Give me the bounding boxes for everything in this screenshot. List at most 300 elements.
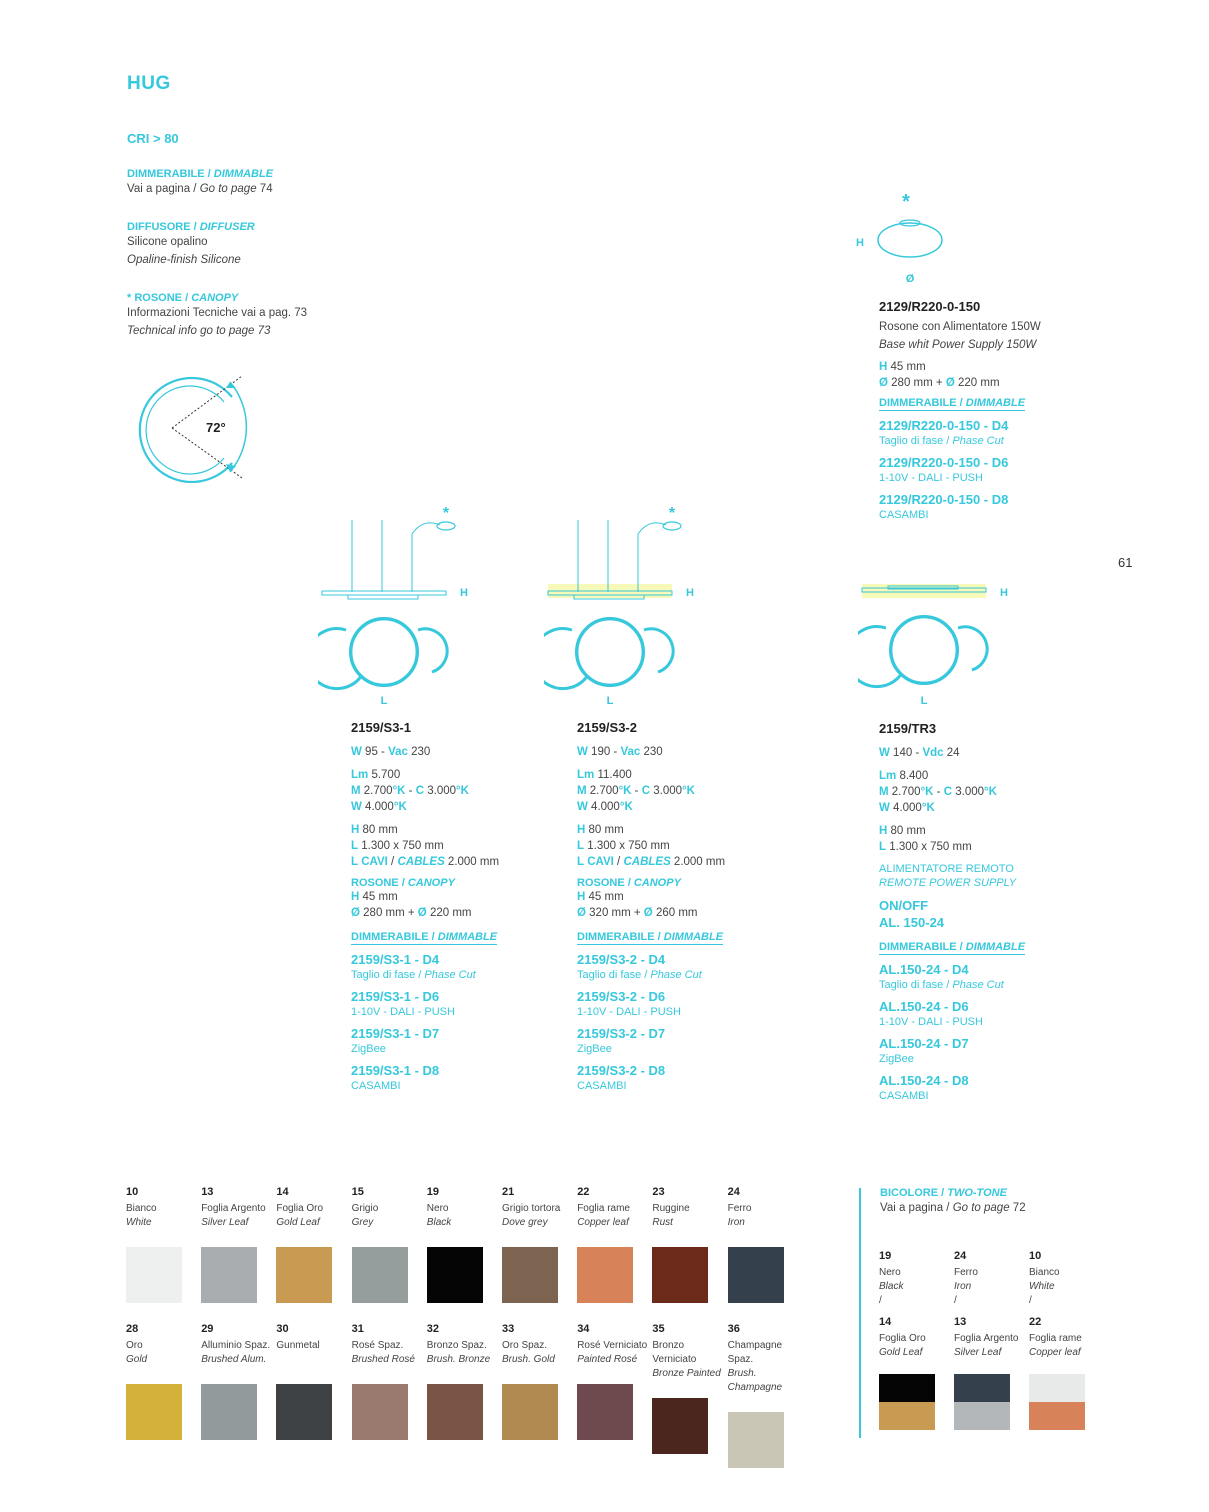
variant-item[interactable]: [351, 1025, 551, 1056]
goto-en: Go to page: [952, 1202, 1010, 1214]
finish-number: 14: [276, 1186, 289, 1198]
finish-name-en: Bronze Painted: [652, 1368, 721, 1379]
finish-color-swatch[interactable]: [652, 1398, 708, 1454]
spec-row: [351, 889, 551, 905]
variant-item[interactable]: [879, 1035, 1099, 1066]
finish-name-it: Bianco: [1029, 1267, 1060, 1278]
finish-name-en: White: [1029, 1281, 1055, 1292]
spec-key: Ø: [643, 907, 653, 919]
spec-row: [879, 768, 1099, 784]
finish-name-it: Grigio tortora: [502, 1203, 561, 1214]
variant-code[interactable]: 2159/S3-2 - D6: [577, 989, 666, 1004]
spec-value: 2.700: [360, 785, 393, 797]
spec-key: °K: [456, 785, 469, 797]
spec-value: 140 -: [889, 747, 923, 759]
dimension-h-label: H: [1000, 587, 1008, 599]
product-code: 2129/R220-0-150: [879, 299, 981, 314]
finish-number: 32: [426, 1323, 440, 1335]
canopy-desc-it: Rosone con Alimentatore 150W: [879, 321, 1041, 333]
variant-code[interactable]: AL.150-24 - D7: [879, 1036, 969, 1051]
variant-item[interactable]: [879, 454, 1119, 485]
spec-value: -: [933, 786, 944, 798]
variant-item[interactable]: [351, 951, 551, 982]
variant-code[interactable]: 2159/S3-2 - D4: [577, 952, 666, 967]
variant-protocol: Taglio di fase / Phase Cut: [577, 969, 702, 981]
spec-row: [879, 839, 1099, 855]
spec-key: W: [577, 746, 588, 758]
spacer: [879, 890, 1099, 897]
finish-color-swatch[interactable]: [652, 1247, 708, 1303]
finish-name-it: Gunmetal: [276, 1340, 320, 1351]
diffuser-text-it: Silicone opalino: [127, 236, 208, 248]
spec-value: 1.300 x 750 mm: [358, 840, 444, 852]
variant-code[interactable]: AL.150-24 - D8: [879, 1073, 969, 1088]
finish-swatch[interactable]: [352, 1186, 426, 1303]
finish-color-swatch[interactable]: [352, 1384, 408, 1440]
finish-number: 10: [126, 1186, 139, 1198]
finish-swatch[interactable]: [577, 1186, 651, 1303]
spec-key: W: [577, 801, 588, 813]
dimmable-label-en: DIMMABLE: [213, 168, 274, 180]
variant-code[interactable]: 2129/R220-0-150 - D8: [879, 492, 1009, 507]
page-title: HUG: [127, 73, 171, 94]
finish-swatch[interactable]: [201, 1323, 275, 1440]
variant-code[interactable]: 2129/R220-0-150 - D4: [879, 418, 1009, 433]
variant-protocol: ZigBee: [879, 1053, 914, 1065]
finish-name-en: Gold Leaf: [879, 1347, 923, 1358]
spec-value: 4.000: [361, 801, 394, 813]
finish-swatch[interactable]: [427, 1186, 501, 1303]
remote-supply-en: REMOTE POWER SUPPLY: [879, 877, 1017, 889]
finish-number: 13: [954, 1316, 967, 1328]
finish-swatch[interactable]: [652, 1323, 726, 1454]
spec-key: Lm: [879, 770, 897, 782]
spec-row: [577, 854, 777, 870]
spec-row: [577, 767, 777, 783]
finish-number: 19: [426, 1186, 440, 1198]
spec-value: 80 mm: [887, 825, 926, 837]
spec-value: 95 -: [361, 746, 389, 758]
twotone-color-swatch[interactable]: [879, 1374, 935, 1430]
goto-it: Vai a pagina: [127, 183, 191, 195]
variant-protocol: 1-10V - DALI - PUSH: [879, 1016, 983, 1028]
spec-row: [577, 838, 777, 854]
angle-label: 72°: [206, 420, 226, 435]
variant-item[interactable]: [577, 988, 777, 1019]
finish-name-en: Copper leaf: [1029, 1347, 1081, 1358]
spec-row: [577, 799, 777, 815]
spec-key: H: [577, 891, 586, 903]
asterisk-icon: *: [127, 292, 132, 304]
variant-list: [879, 417, 1119, 522]
canopy-text-en: Technical info go to page: [127, 325, 255, 337]
variant-item[interactable]: [351, 988, 551, 1019]
spec-value: 11.400: [594, 769, 632, 781]
finish-name-it: Ferro: [727, 1203, 752, 1214]
spec-key: Ø: [945, 377, 955, 389]
finish-color-swatch[interactable]: [502, 1247, 558, 1303]
twotone-color-swatch[interactable]: [1029, 1374, 1085, 1430]
variant-protocol-en: Phase Cut: [424, 969, 476, 981]
spec-value: 220 mm: [957, 377, 1000, 389]
spec-key: H: [879, 825, 888, 837]
rotation-angle-diagram: [120, 368, 255, 483]
product-specs-tr3: [879, 721, 1099, 1103]
spec-row: [351, 854, 551, 870]
finish-swatch[interactable]: [728, 1186, 802, 1303]
canopy-drawing: [848, 190, 958, 290]
finish-swatch[interactable]: [502, 1186, 576, 1303]
spec-value: 1.300 x 750 mm: [584, 840, 670, 852]
finish-number: 31: [351, 1323, 364, 1335]
finish-color-swatch[interactable]: [126, 1384, 182, 1440]
dimmable-label-en: DIMMABLE: [965, 397, 1026, 409]
dimension-l-label: L: [606, 695, 614, 707]
spec-value: 2.700: [586, 785, 619, 797]
spec-key: CAVI: [361, 856, 388, 868]
finish-swatch[interactable]: [427, 1323, 501, 1440]
spec-key: CABLES: [397, 856, 445, 868]
spec-key: Ø: [417, 907, 427, 919]
dimmable-info: DIMMERABILE / DIMMABLE Vai a pagina / Go to page 74: [127, 168, 274, 195]
variant-protocol-en: Phase Cut: [952, 435, 1004, 447]
finish-number: 24: [727, 1186, 740, 1198]
spec-row: [879, 784, 1099, 800]
spec-row: [577, 889, 777, 905]
spec-key: °K: [921, 802, 935, 814]
spec-row: [351, 838, 551, 854]
spec-row: [879, 823, 1099, 839]
twotone-item[interactable]: [879, 1250, 953, 1430]
variant-protocol: CASAMBI: [577, 1080, 627, 1092]
variant-code[interactable]: AL.150-24 - D6: [879, 999, 969, 1014]
finish-name-en: Iron: [954, 1281, 972, 1292]
spec-key: C: [641, 785, 651, 797]
spacer: [351, 760, 551, 767]
dimmable-label: DIMMERABILE / DIMMABLE: [879, 941, 1026, 953]
spacer: [577, 760, 777, 767]
finish-name-it: Nero: [879, 1267, 901, 1278]
product-drawing-s3-2: [544, 500, 704, 710]
variant-protocol: CASAMBI: [879, 1090, 929, 1102]
variant-protocol: Taglio di fase / Phase Cut: [351, 969, 476, 981]
spec-key: Lm: [577, 769, 595, 781]
variant-code[interactable]: 2159/S3-2 - D8: [577, 1063, 666, 1078]
variant-item[interactable]: [577, 951, 777, 982]
finish-number: 13: [201, 1186, 214, 1198]
canopy-desc-en: Base whit Power Supply 150W: [879, 339, 1037, 351]
twotone-color-swatch[interactable]: [954, 1374, 1010, 1430]
finish-color-swatch[interactable]: [577, 1384, 633, 1440]
asterisk-icon: *: [668, 505, 676, 522]
finish-name-en: White: [126, 1217, 152, 1228]
spec-value: 3.000: [650, 785, 683, 797]
finish-number: 21: [502, 1186, 515, 1198]
spec-value: 230: [407, 746, 431, 758]
finish-name-it: Bronzo Verniciato: [652, 1340, 697, 1365]
diffuser-text-en: Opaline-finish Silicone: [127, 254, 241, 266]
spec-key: M: [351, 785, 361, 797]
goto-it: Vai a pagina: [880, 1202, 944, 1214]
finish-name-it: Alluminio Spaz.: [201, 1340, 271, 1351]
spec-key: Ø: [351, 907, 360, 919]
finish-name-it: Ruggine: [652, 1203, 690, 1214]
spec-key: Vdc: [922, 747, 944, 759]
slash: /: [1029, 1295, 1032, 1306]
spacer: [351, 815, 551, 822]
dimension-h-label: H: [460, 587, 468, 599]
variant-protocol-en: Phase Cut: [650, 969, 702, 981]
spec-row: [577, 822, 777, 838]
remote-supply-it: ALIMENTATORE REMOTO: [879, 863, 1014, 875]
variant-code[interactable]: 2159/S3-1 - D8: [351, 1063, 440, 1078]
finish-name-en: Copper leaf: [577, 1217, 629, 1228]
finish-name-it: Oro: [126, 1340, 143, 1351]
spec-value: 220 mm: [426, 907, 472, 919]
finish-number: 30: [276, 1323, 289, 1335]
spec-value: 1.300 x 750 mm: [886, 841, 972, 853]
spec-value: 3.000: [424, 785, 457, 797]
spec-value: 8.400: [896, 770, 929, 782]
finish-name-en: Black: [879, 1281, 904, 1292]
cri-label: CRI > 80: [127, 131, 179, 146]
finish-swatch[interactable]: [502, 1323, 576, 1440]
finish-name-en: Brush. Gold: [502, 1354, 555, 1365]
finish-swatch[interactable]: [652, 1186, 726, 1303]
finish-name-en: Brush. Bronze: [426, 1354, 491, 1365]
spec-value: 2.000 mm: [444, 856, 500, 868]
finish-name-it: Foglia Argento: [201, 1203, 266, 1214]
spec-value: 45 mm: [890, 361, 926, 373]
twotone-item[interactable]: [954, 1250, 1028, 1430]
spec-key: °K: [619, 801, 633, 813]
spec-value: 5.700: [368, 769, 401, 781]
finish-name-en: Brushed Rosé: [351, 1354, 415, 1365]
finish-color-swatch[interactable]: [201, 1247, 257, 1303]
finish-color-swatch[interactable]: [728, 1247, 784, 1303]
finish-number: 24: [954, 1250, 967, 1262]
page-number: 61: [1118, 555, 1133, 570]
canopy-page-link-en[interactable]: 73: [257, 325, 271, 337]
finish-color-swatch[interactable]: [577, 1247, 633, 1303]
finish-number: 29: [201, 1323, 214, 1335]
asterisk-icon: *: [442, 505, 450, 522]
spec-value: 320 mm +: [585, 907, 644, 919]
spec-key: L: [351, 840, 359, 852]
finish-name-en: Gold: [126, 1354, 148, 1365]
product-code: 2159/S3-1: [351, 720, 411, 735]
spec-key: W: [879, 802, 890, 814]
finish-name-en: Brush. Champagne: [727, 1368, 783, 1393]
finish-color-swatch[interactable]: [276, 1384, 332, 1440]
spec-key: M: [577, 785, 587, 797]
variant-item[interactable]: [577, 1062, 777, 1093]
finish-number: 28: [126, 1323, 139, 1335]
finish-name-en: Rust: [652, 1217, 673, 1228]
finish-name-it: Rosé Spaz.: [351, 1340, 404, 1351]
spec-key: CABLES: [623, 856, 671, 868]
spacer: [879, 761, 1099, 768]
finish-swatch[interactable]: [201, 1186, 275, 1303]
finish-number: 34: [577, 1323, 590, 1335]
spec-value: 2.000 mm: [670, 856, 726, 868]
variant-code[interactable]: AL.150-24 - D4: [879, 962, 969, 977]
finish-color-swatch[interactable]: [352, 1247, 408, 1303]
variant-protocol: CASAMBI: [351, 1080, 401, 1092]
spec-value: 80 mm: [359, 824, 398, 836]
spec-key: C: [415, 785, 425, 797]
finish-number: 23: [652, 1186, 665, 1198]
finish-swatch[interactable]: [276, 1186, 350, 1303]
canopy-label-it: ROSONE: [134, 292, 183, 304]
variant-item[interactable]: [879, 998, 1099, 1029]
finish-name-en: Black: [426, 1217, 452, 1228]
spec-value: 190 -: [587, 746, 621, 758]
dimmable-label-it: DIMMERABILE: [127, 168, 205, 180]
spec-key: °K: [984, 786, 997, 798]
variant-protocol: ZigBee: [351, 1043, 386, 1055]
twotone-item[interactable]: [1029, 1250, 1103, 1430]
dimension-h-label: H: [686, 587, 694, 599]
variant-code[interactable]: 2159/S3-1 - D6: [351, 989, 440, 1004]
finish-number: 33: [502, 1323, 515, 1335]
variant-code[interactable]: 2159/S3-1 - D7: [351, 1026, 440, 1041]
variant-protocol: 1-10V - DALI - PUSH: [577, 1006, 681, 1018]
spec-key: °K: [682, 785, 695, 797]
finish-swatch[interactable]: [577, 1323, 651, 1440]
spec-row: [351, 767, 551, 783]
spec-value: /: [613, 856, 624, 868]
canopy-page-link-it[interactable]: 73: [294, 307, 308, 319]
finish-color-swatch[interactable]: [427, 1384, 483, 1440]
dimmable-label-en: DIMMABLE: [437, 931, 498, 943]
finish-number: 35: [652, 1323, 665, 1335]
finish-name-en: Dove grey: [502, 1217, 548, 1228]
finish-color-swatch[interactable]: [427, 1247, 483, 1303]
diffuser-label-it: DIFFUSORE: [127, 221, 191, 233]
variant-item[interactable]: [351, 1062, 551, 1093]
spec-key: W: [351, 801, 362, 813]
finish-name-it: Rosé Verniciato: [577, 1340, 648, 1351]
spec-key: H: [351, 891, 360, 903]
spec-key: °K: [920, 786, 934, 798]
onoff-code[interactable]: AL. 150-24: [879, 915, 945, 930]
finish-name-en: Silver Leaf: [954, 1347, 1002, 1358]
dimmable-label: DIMMERABILE / DIMMABLE: [351, 931, 498, 943]
spec-value: /: [387, 856, 398, 868]
finish-name-it: Bianco: [126, 1203, 157, 1214]
slash: /: [879, 1295, 882, 1306]
canopy-label-en: CANOPY: [191, 292, 239, 304]
finish-name-it: Nero: [426, 1203, 449, 1214]
finish-color-swatch[interactable]: [276, 1247, 332, 1303]
spec-key: °K: [393, 801, 407, 813]
spec-key: L: [351, 856, 359, 868]
finish-name-it: Bronzo Spaz.: [426, 1340, 487, 1351]
finish-name-it: Foglia Argento: [954, 1333, 1019, 1344]
spec-row: [879, 800, 1099, 816]
spec-key: °K: [392, 785, 406, 797]
finish-name-en: Brushed Alum.: [201, 1354, 267, 1365]
finish-swatch[interactable]: [728, 1323, 802, 1468]
dimension-l-label: L: [920, 695, 928, 707]
finish-name-en: Painted Rosé: [577, 1354, 638, 1365]
asterisk-icon: *: [902, 191, 910, 213]
spec-key: Lm: [351, 769, 369, 781]
variant-protocol: ZigBee: [577, 1043, 612, 1055]
spec-value: 24: [943, 747, 960, 759]
variant-code[interactable]: 2159/S3-1 - D4: [351, 952, 440, 967]
spec-value: 230: [640, 746, 663, 758]
spec-value: 45 mm: [585, 891, 624, 903]
dimmable-label-en: DIMMABLE: [663, 931, 724, 943]
finish-swatch[interactable]: [126, 1186, 200, 1303]
finish-number: 36: [727, 1323, 740, 1335]
variant-item[interactable]: [879, 1072, 1099, 1103]
goto-page-link[interactable]: 74: [259, 183, 273, 195]
canopy-text-it: Informazioni Tecniche vai a pag.: [127, 307, 292, 319]
spec-key: L: [577, 840, 585, 852]
twotone-header: BICOLORE / TWO-TONE Vai a pagina / Go to page 72: [880, 1187, 1026, 1214]
spec-key: Vac: [620, 746, 641, 758]
finish-swatch[interactable]: [126, 1323, 200, 1440]
finish-number: 19: [879, 1250, 892, 1262]
variant-code[interactable]: 2129/R220-0-150 - D6: [879, 455, 1009, 470]
finish-color-swatch[interactable]: [502, 1384, 558, 1440]
finish-name-en: [276, 1353, 350, 1367]
twotone-label-en: TWO-TONE: [947, 1187, 1007, 1199]
dimension-l-label: L: [380, 695, 388, 707]
variant-item[interactable]: [577, 1025, 777, 1056]
finish-swatch[interactable]: [352, 1323, 426, 1440]
spec-key: Ø: [577, 907, 586, 919]
finish-number: 10: [1029, 1250, 1042, 1262]
finish-color-swatch[interactable]: [126, 1247, 182, 1303]
variant-item[interactable]: [879, 417, 1119, 448]
spec-value: 280 mm +: [359, 907, 418, 919]
onoff-label: ON/OFF: [879, 898, 929, 913]
finish-color-swatch[interactable]: [201, 1384, 257, 1440]
spacer: [879, 816, 1099, 823]
spec-value: 260 mm: [652, 907, 698, 919]
twotone-label-it: BICOLORE: [880, 1187, 939, 1199]
finish-name-it: Foglia rame: [1029, 1333, 1082, 1344]
spec-key: H: [577, 824, 586, 836]
product-code: 2159/TR3: [879, 721, 937, 736]
variant-item[interactable]: [879, 961, 1099, 992]
spec-key: H: [879, 361, 888, 373]
spacer: [879, 855, 1099, 862]
goto-page-link[interactable]: 72: [1012, 1202, 1026, 1214]
spec-key: Vac: [388, 746, 408, 758]
variant-protocol: Taglio di fase / Phase Cut: [879, 435, 1004, 447]
finish-swatch[interactable]: [276, 1323, 350, 1440]
finish-name-it: Foglia rame: [577, 1203, 630, 1214]
canopy-label: ROSONE / CANOPY: [351, 877, 455, 889]
spec-value: 2.700: [888, 786, 921, 798]
variant-item[interactable]: [879, 491, 1119, 522]
spec-value: 4.000: [587, 801, 620, 813]
finish-number: 22: [1029, 1316, 1042, 1328]
plus-sign: +: [935, 377, 943, 389]
divider: [859, 1188, 861, 1438]
finish-color-swatch[interactable]: [728, 1412, 784, 1468]
spec-key: W: [879, 747, 890, 759]
product-drawing-s3-1: [318, 500, 478, 710]
variant-code[interactable]: 2159/S3-2 - D7: [577, 1026, 666, 1041]
spec-value: 3.000: [952, 786, 985, 798]
spec-key: L: [577, 856, 585, 868]
